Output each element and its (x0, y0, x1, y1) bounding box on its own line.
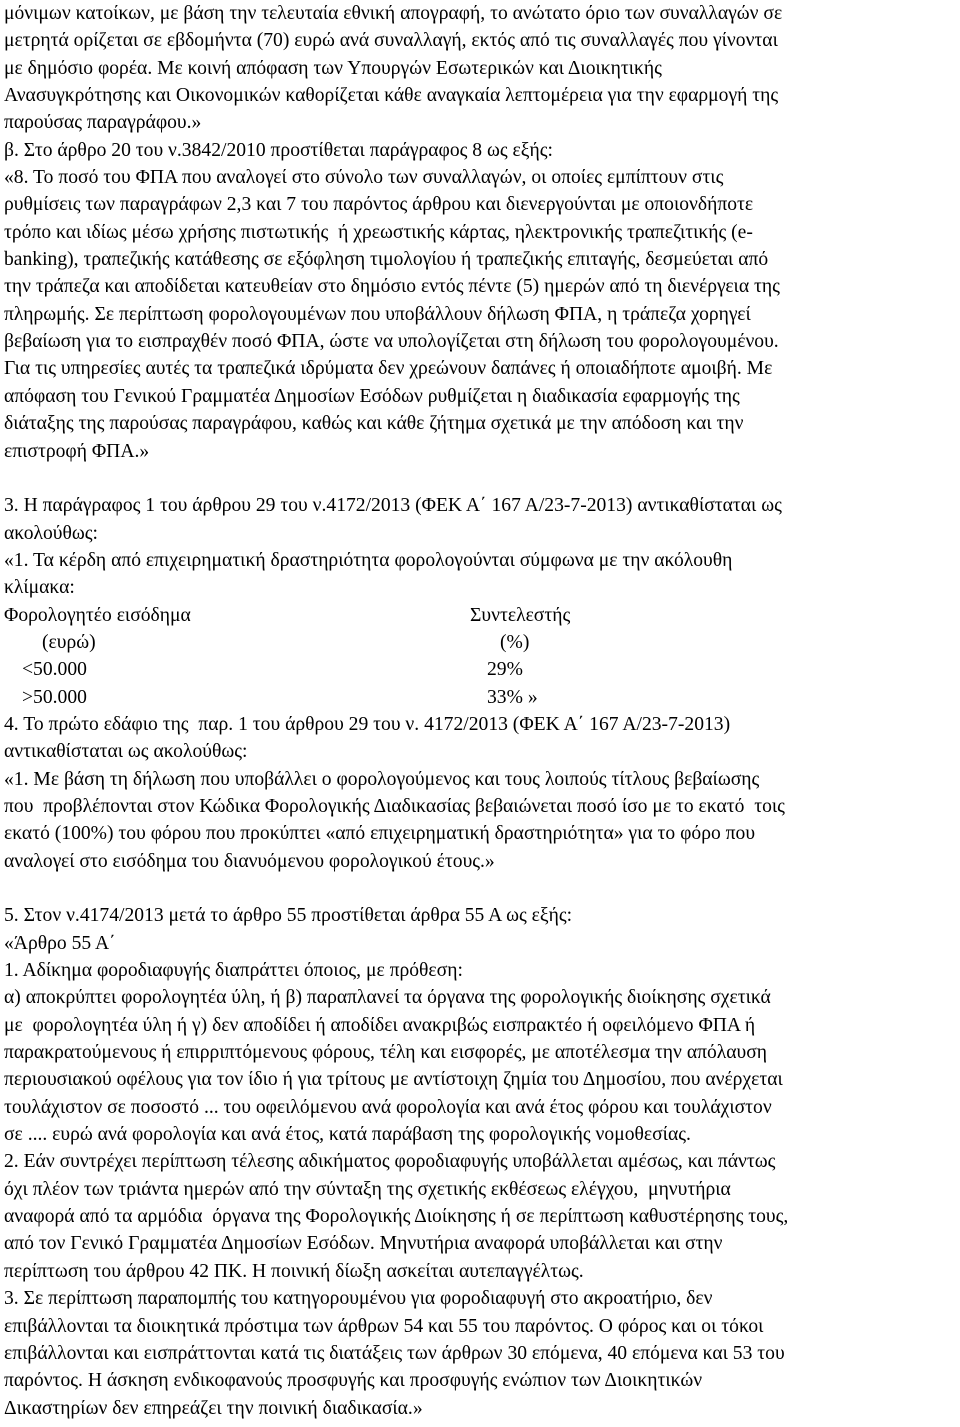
text-line: Για τις υπηρεσίες αυτές τα τραπεζικά ιδρύματα δεν χρεώνουν δαπάνες ή οποιαδήποτε αμοιβή. Με (4, 358, 773, 380)
text-line: Ανασυγκρότησης και Οικονομικών καθορίζεται κάθε αναγκαία λεπτομέρεια για την εφαρμογή της (4, 85, 779, 107)
table-row (4, 656, 956, 683)
text-line: με δημόσιο φορέα. Με κοινή απόφαση των Υπουργών Εσωτερικών και Διοικητικής (4, 57, 662, 79)
text-line: ακολούθως: (4, 522, 98, 544)
tax-rate: 33% » (487, 686, 538, 708)
text-line: παρόντος. Η άσκηση ενδικοφανούς προσφυγής και προσφυγής ενώπιον των Διοικητικών (4, 1370, 703, 1392)
income-column-header: Φορολογητέο εισόδημα (4, 604, 191, 626)
text-line: από τον Γενικό Γραμματέα Δημοσίων Εσόδων. Μηνυτήρια αναφορά υποβάλλεται και στην (4, 1233, 723, 1255)
text-line: επιστροφή ΦΠΑ.» (4, 440, 150, 462)
text-line: τουλάχιστον σε ποσοστό ... του οφειλόμενου ανά φορολογία και ανά έτος φόρου και τουλάχιστον (4, 1096, 772, 1118)
text-line: απόφαση του Γενικού Γραμματέα Δημοσίων Εσόδων ρυθμίζεται η διαδικασία εφαρμογής της (4, 385, 740, 407)
text-line: που προβλέπονται στον Κώδικα Φορολογικής Διαδικασίας βεβαιώνεται ποσό ίσο με το εκατό τοις (4, 795, 785, 817)
text-line: «1. Με βάση τη δήλωση που υποβάλλει ο φορολογούμενος και τους λοιπούς τίτλους βεβαίωσης (4, 768, 760, 790)
tax-rate: 29% (487, 659, 523, 681)
text-line: κλίμακα: (4, 577, 75, 599)
text-line: παρακρατούμενους ή επιρριπτόμενους φόρους, τέλη και εισφορές, με αποτέλεσμα την απόλαυση (4, 1042, 768, 1064)
table-row (4, 684, 956, 711)
text-line: περίπτωση του άρθρου 42 ΠΚ. Η ποινική δίωξη ασκείται αυτεπαγγέλτως. (4, 1260, 584, 1282)
text-line: σε .... ευρώ ανά φορολογία και ανά έτος, κατά παράβαση της φορολογικής νομοθεσίας. (4, 1124, 691, 1146)
rate-column-header: Συντελεστής (470, 604, 571, 626)
income-bracket: >50.000 (22, 686, 87, 708)
text-line: 5. Στον ν.4174/2013 μετά το άρθρο 55 προστίθεται άρθρα 55 Α ως εξής: (4, 905, 573, 927)
text-line: τρόπο και ιδίως μέσω χρήσης πιστωτικής ή χρεωστικής κάρτας, ηλεκτρονικής τραπεζιτικής (e- (4, 221, 753, 243)
text-line: banking), τραπεζικής κατάθεσης σε εξόφληση τιμολογίου ή τραπεζικής επιταγής, δεσμεύεται από (4, 249, 769, 271)
text-line: επιβάλλονται και εισπράττονται κατά τις διατάξεις των άρθρων 30 επόμενα, 40 επόμενα και 53 του (4, 1342, 785, 1364)
rate-unit: (%) (500, 631, 530, 653)
text-line: «Άρθρο 55 Α΄ (4, 932, 116, 954)
text-line: ρυθμίσεις των παραγράφων 2,3 και 7 του παρόντος άρθρου και διενεργούνται με οποιονδήποτε (4, 194, 754, 216)
text-line: α) αποκρύπτει φορολογητέα ύλη, ή β) παραπλανεί τα όργανα της φορολογικής διοίκησης σχετικά (4, 987, 771, 1009)
paragraph-spacer (4, 465, 956, 492)
tax-table-units (4, 629, 956, 656)
text-line: αναλογεί στο εισόδημα του διανυόμενου φορολογικού έτους.» (4, 850, 495, 872)
text-line: 2. Εάν συντρέχει περίπτωση τέλεσης αδικήματος φοροδιαφυγής υποβάλλεται αμέσως, και πάντως (4, 1151, 776, 1173)
text-line: 1. Αδίκημα φοροδιαφυγής διαπράττει όποιος, με πρόθεση: (4, 960, 463, 982)
text-line: όχι πλέον των τριάντα ημερών από την σύνταξη της σχετικής εκθέσεως ελέγχου, μηνυτήρια (4, 1178, 731, 1200)
text-line: αναφορά από τα αρμόδια όργανα της Φορολογικής Διοίκησης ή σε περίπτωση καθυστέρησης τους, (4, 1206, 789, 1228)
paragraph-spacer (4, 875, 956, 902)
income-bracket: <50.000 (22, 659, 87, 681)
text-line: μετρητά ορίζεται σε εβδομήντα (70) ευρώ ανά συναλλαγή, εκτός από τις συναλλαγές που γίνονται (4, 30, 778, 52)
text-line: «1. Τα κέρδη από επιχειρηματική δραστηριότητα φορολογούνται σύμφωνα με την ακόλουθη (4, 549, 733, 571)
tax-table-header (4, 602, 956, 629)
text-line: βεβαίωση για το εισπραχθέν ποσό ΦΠΑ, ώστε να υπολογίζεται στη δήλωση του φορολογουμένου. (4, 331, 779, 353)
text-line: 3. Σε περίπτωση παραπομπής του κατηγορουμένου για φοροδιαφυγή στο ακροατήριο, δεν (4, 1288, 713, 1310)
text-line: β. Στο άρθρο 20 του ν.3842/2010 προστίθεται παράγραφος 8 ως εξής: (4, 139, 553, 161)
text-line: 3. Η παράγραφος 1 του άρθρου 29 του ν.4172/2013 (ΦΕΚ Α΄ 167 Α/23-7-2013) αντικαθίσταται ως (4, 495, 782, 517)
document-page (4, 0, 956, 1422)
income-unit: (ευρώ) (42, 631, 96, 653)
text-line: «8. Το ποσό του ΦΠΑ που αναλογεί στο σύνολο των συναλλαγών, οι οποίες εμπίπτουν στις (4, 167, 724, 189)
text-line: 4. Το πρώτο εδάφιο της παρ. 1 του άρθρου 29 του ν. 4172/2013 (ΦΕΚ Α΄ 167 Α/23-7-2013) (4, 713, 731, 735)
text-line: περιουσιακού οφέλους για τον ίδιο ή για τρίτους με αντίστοιχη ζημία του Δημοσίου, που ανέρχεται (4, 1069, 783, 1091)
text-line: διάταξης της παρούσας παραγράφου, καθώς και κάθε ζήτημα σχετικά με την απόδοση και την (4, 413, 744, 435)
text-line: την τράπεζα και αποδίδεται κατευθείαν στο δημόσιο εντός πέντε (5) ημερών από τη διενέργεια της (4, 276, 780, 298)
text-line: επιβάλλονται τα διοικητικά πρόστιμα των άρθρων 54 και 55 του παρόντος. Ο φόρος και οι τόκοι (4, 1315, 764, 1337)
text-line: μόνιμων κατοίκων, με βάση την τελευταία εθνική απογραφή, το ανώτατο όριο των συναλλαγών σε (4, 3, 783, 24)
text-line: αντικαθίσταται ως ακολούθως: (4, 741, 248, 763)
text-line: πληρωμής. Σε περίπτωση φορολογουμένων που υποβάλλουν δήλωση ΦΠΑ, η τράπεζα χορηγεί (4, 303, 751, 325)
text-line: εκατό (100%) του φόρου που προκύπτει «από επιχειρηματική δραστηριότητα» για το φόρο που (4, 823, 756, 845)
text-line: παρούσας παραγράφου.» (4, 112, 202, 134)
text-line: με φορολογητέα ύλη ή γ) δεν αποδίδει ή αποδίδει ανακριβώς εισπρακτέο ή οφειλόμενο ΦΠΑ ή (4, 1014, 756, 1036)
text-line: Δικαστηρίων δεν επηρεάζει την ποινική διαδικασία.» (4, 1397, 423, 1419)
